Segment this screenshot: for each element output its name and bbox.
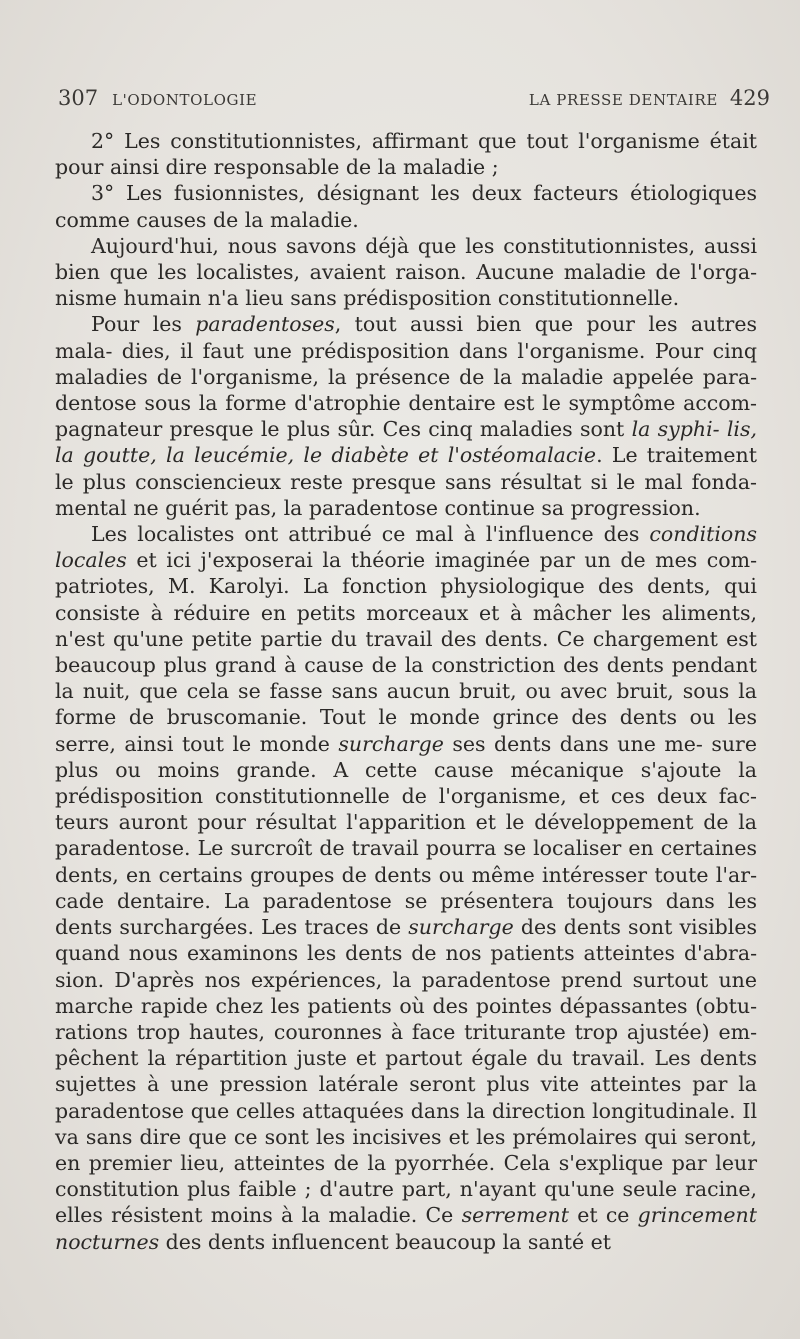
header-left xyxy=(58,86,257,110)
right-journal-title: LA PRESSE DENTAIRE xyxy=(528,91,718,109)
right-page-number: 429 xyxy=(729,86,770,110)
left-page-number: 307 xyxy=(58,86,99,110)
body-text xyxy=(55,128,757,1255)
paragraph-localistes: Les localistes ont attribué ce mal à l'influence des conditions locales et ici j'exposerai la théorie imaginée par un de mes com- patriotes, M. Karolyi. La fonction physiologique des dents, qui consiste à réduire en petits morceaux et à mâcher les aliments, n'est qu'une petite partie du travail des dents. Ce chargement est beaucoup plus grand à cause de la constriction des dents pendant la nuit, que cela se fasse sans aucun bruit, ou avec bruit, sous la forme de bruscomanie. Tout le monde grince des dents ou les serre, ainsi tout le monde surcharge ses dents dans une me- sure plus ou moins grande. A cette cause mécanique s'ajoute la prédisposition constitutionnelle de l'organisme, et ces deux fac- teurs auront pour résultat l'apparition et le développement de la paradentose. Le surcroît de travail pourra se localiser en certaines dents, en certains groupes de dents ou même intéresser toute l'ar- cade dentaire. La paradentose se présentera toujours dans les dents surchargées. Les traces de surcharge des dents sont visibles quand nous examinons les dents de nos patients atteintes d'abra- sion. D'après nos expériences, la paradentose prend surtout une marche rapide chez les patients où des pointes dépassantes (obtu- rations trop hautes, couronnes à face triturante trop ajustée) em- pêchent la répartition juste et partout égale du travail. Les dents sujettes à une pression latérale seront plus vite atteintes par la paradentose que celles attaquées dans la direction longitudinale. Il va sans dire que ce sont les incisives et les prémolaires qui seront, en premier lieu, atteintes de la pyorrhée. Cela s'explique par leur constitution plus faible ; d'autre part, n'ayant qu'une seule racine, elles résistent moins à la maladie. Ce serrement et ce grincement nocturnes des dents influencent beaucoup la santé et xyxy=(55,522,757,1254)
paragraph-fusionnistes: 3° Les fusionnistes, désignant les deux facteurs étiologiques comme causes de la maladie. xyxy=(55,181,757,232)
paragraph-constitutionnistes: 2° Les constitutionnistes, affirmant que tout l'organisme était pour ainsi dire responsable de la maladie ; xyxy=(55,129,757,180)
left-journal-title: L'ODONTOLOGIE xyxy=(112,91,258,109)
header-right xyxy=(529,86,770,110)
paragraph-paradentoses: Pour les paradentoses, tout aussi bien que pour les autres mala- dies, il faut une prédisposition dans l'organisme. Pour cinq maladies de l'organisme, la présence de la maladie appelée para- dentose sous la forme d'atrophie dentaire est le symptôme accom- pagnateur presque le plus sûr. Ces cinq maladies sont la syphi- lis, la goutte, la leucémie, le diabète et l'ostéomalacie. Le traitement le plus consciencieux reste presque sans résultat si le mal fonda- mental ne guérit pas, la paradentose continue sa progression. xyxy=(55,312,757,520)
paragraph-aujourdhui: Aujourd'hui, nous savons déjà que les constitutionnistes, aussi bien que les localistes, avaient raison. Aucune maladie de l'orga- nisme humain n'a lieu sans prédisposition constitutionnelle. xyxy=(55,233,757,311)
running-header xyxy=(58,86,770,110)
